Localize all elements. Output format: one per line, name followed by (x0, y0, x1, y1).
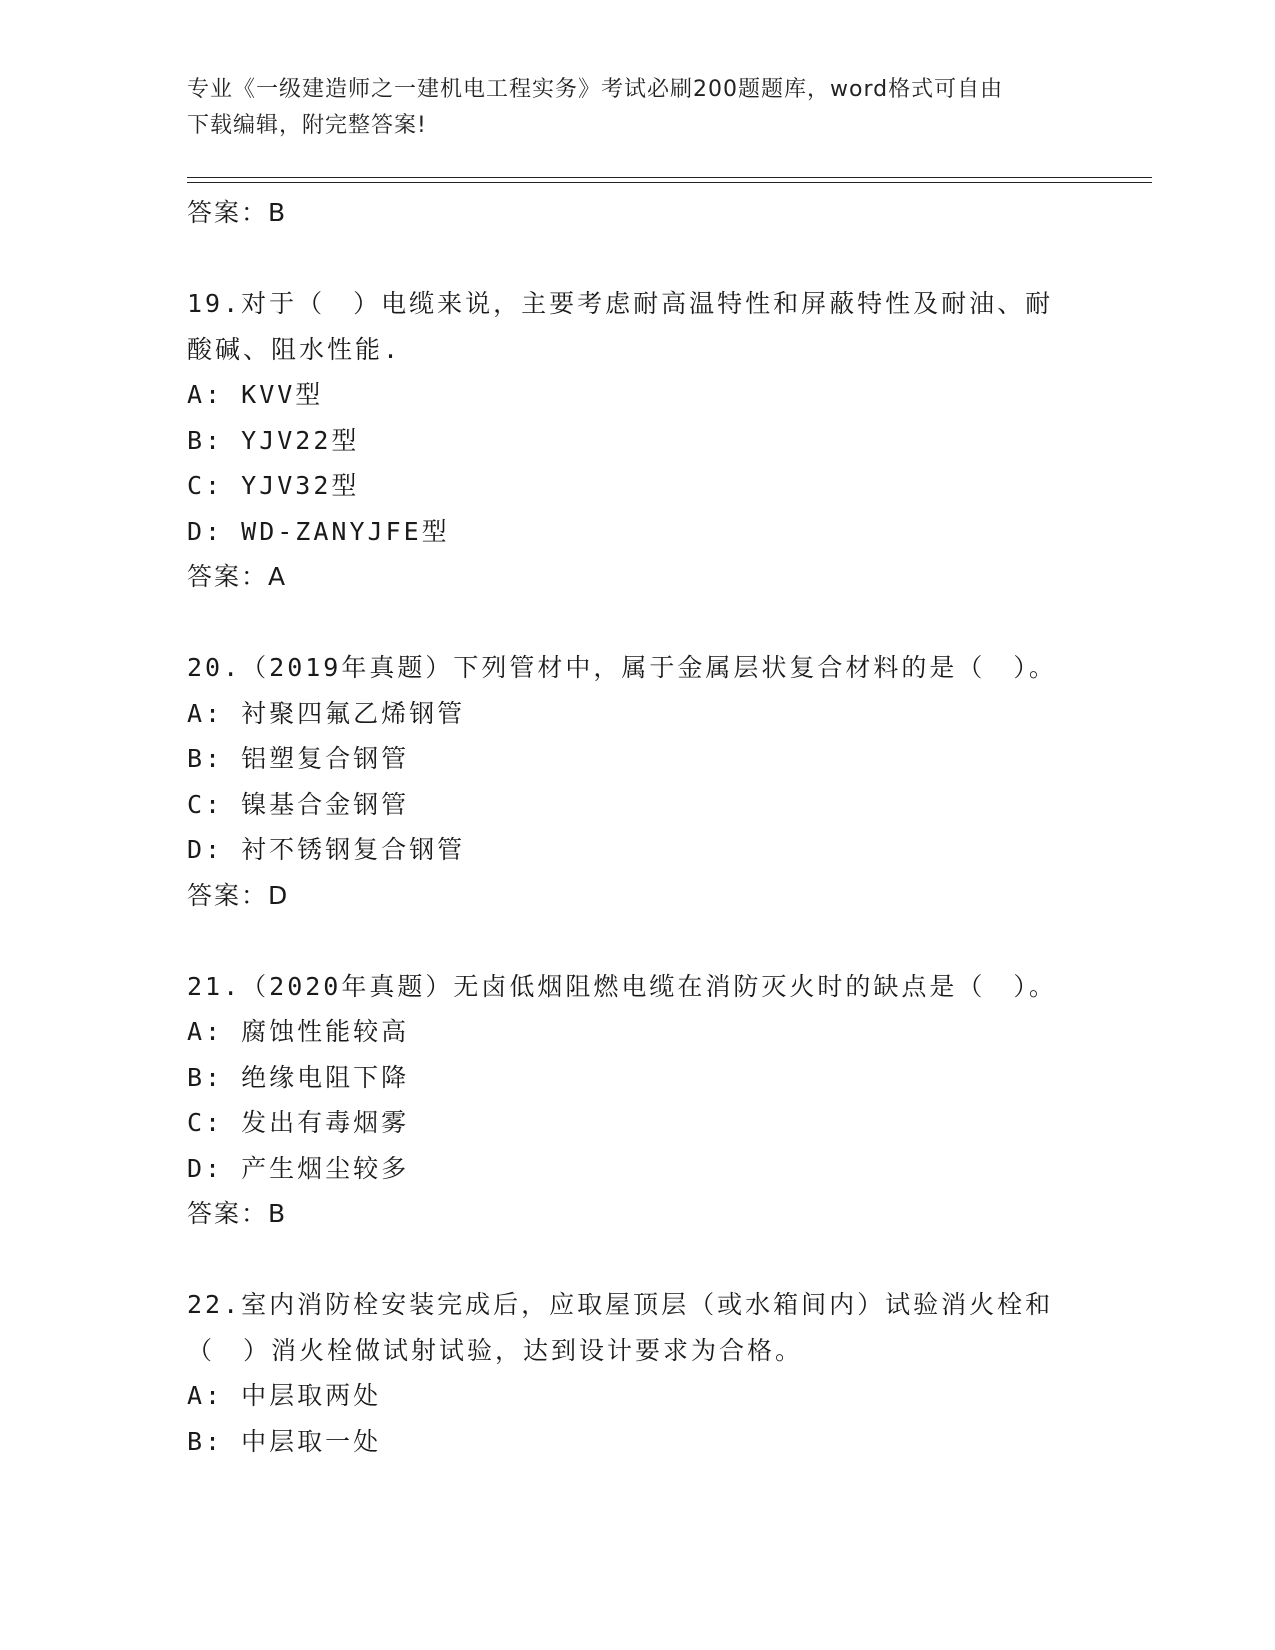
answer-line: 答案：B (187, 1199, 288, 1228)
answer-line: 答案：A (187, 562, 288, 591)
header-line-1: 专业《一级建造师之一建机电工程实务》考试必刷200题题库，word格式可自由 (187, 77, 1004, 102)
question-block (187, 645, 1087, 918)
header-divider-top (187, 177, 1152, 178)
option-b: B: 绝缘电阻下降 (187, 1062, 410, 1092)
option-d: D: WD-ZANYJFE型 (187, 516, 450, 546)
question-text: 19.对于（ ）电缆来说，主要考虑耐高温特性和屏蔽特性及耐油、耐 (187, 289, 1054, 318)
option-a: A: 衬聚四氟乙烯钢管 (187, 698, 466, 728)
option-a: A: 中层取两处 (187, 1381, 382, 1410)
option-c: C: 发出有毒烟雾 (187, 1108, 410, 1137)
option-d: D: 产生烟尘较多 (187, 1153, 410, 1183)
question-text: 22.室内消防栓安装完成后，应取屋顶层（或水箱间内）试验消火栓和 (187, 1290, 1054, 1319)
option-b: B: YJV22型 (187, 425, 360, 455)
option-d: D: 衬不锈钢复合钢管 (187, 835, 466, 864)
question-block (187, 1282, 1087, 1464)
option-c: C: YJV32型 (187, 471, 360, 500)
question-block (187, 964, 1087, 1237)
question-text-continued: 酸碱、阻水性能. (187, 334, 402, 364)
option-b: B: 铝塑复合钢管 (187, 744, 410, 773)
option-a: A: 腐蚀性能较高 (187, 1017, 410, 1046)
option-a: A: KVV型 (187, 380, 324, 409)
header-divider-bottom (187, 182, 1152, 183)
option-c: C: 镍基合金钢管 (187, 789, 410, 819)
question-list (187, 190, 1087, 1464)
question-block (187, 281, 1087, 600)
document-header (187, 72, 1087, 144)
answer-line: 答案：B (187, 198, 288, 227)
answer-line: 答案：D (187, 880, 290, 910)
question-text: 21.（2020年真题）无卤低烟阻燃电缆在消防灭火时的缺点是（ ）。 (187, 971, 1057, 1001)
question-text-continued: （ ）消火栓做试射试验，达到设计要求为合格。 (187, 1335, 804, 1365)
option-b: B: 中层取一处 (187, 1426, 382, 1456)
question-text: 20.（2019年真题）下列管材中，属于金属层状复合材料的是（ ）。 (187, 653, 1057, 682)
header-line-2: 下载编辑，附完整答案! (187, 113, 427, 138)
